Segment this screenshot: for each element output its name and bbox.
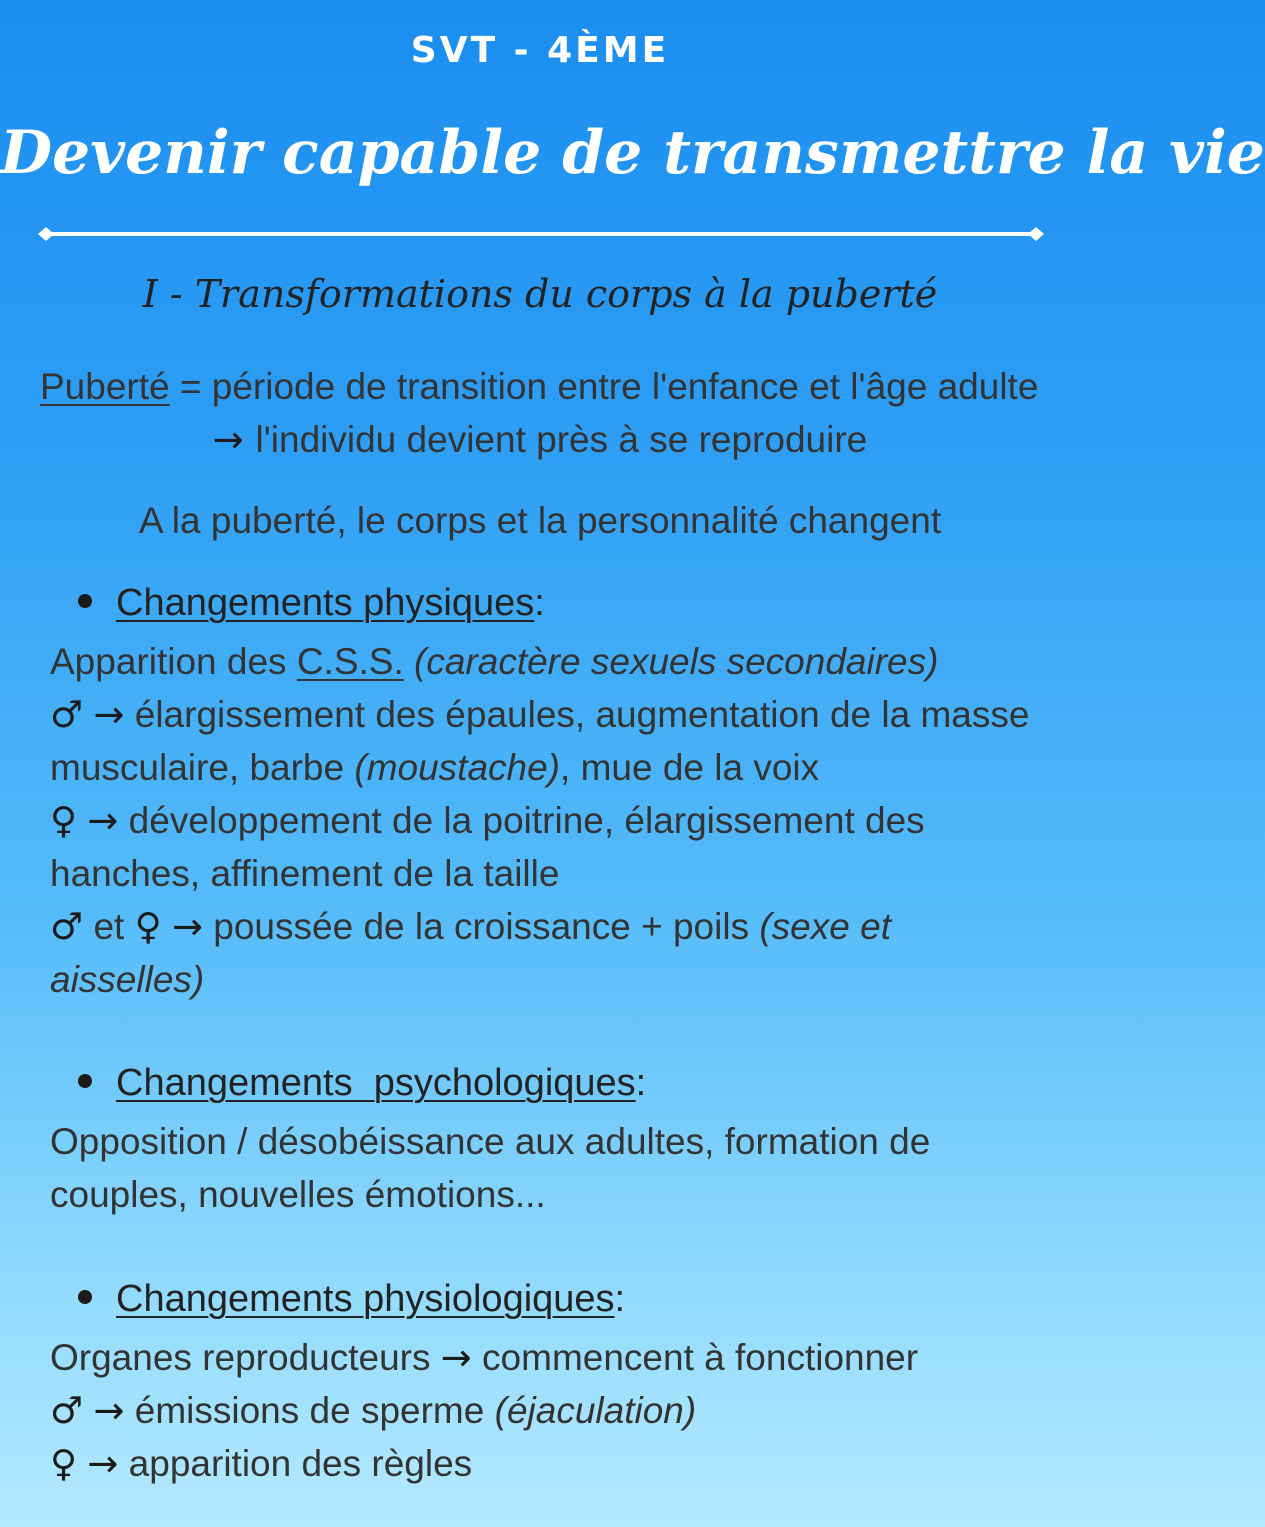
bullet-icon [78, 1074, 92, 1088]
female-physical-text: développement de la poitrine, élargissement des hanches, affinement de la taille [50, 800, 925, 894]
css-abbr: C.S.S. [296, 641, 404, 682]
arrow-icon: → [212, 418, 256, 461]
both-physical-text: poussée de la croissance + poils [203, 906, 760, 947]
heading-colon: : [534, 582, 545, 624]
female-icon: ♀ [50, 799, 78, 842]
female-physiological-text: apparition des règles [118, 1443, 473, 1484]
css-prefix: Apparition des [50, 641, 297, 682]
physical-heading [78, 582, 545, 625]
physical-heading-label: Changements physiques [116, 582, 535, 624]
bullet-icon [78, 1290, 92, 1304]
female-icon: ♀ [134, 905, 162, 948]
definition-consequence-line [0, 418, 1080, 461]
intro-text: A la puberté, le corps et la personnalité changent [138, 500, 942, 541]
definition-text: = période de transition entre l'enfance et l'âge adulte [169, 366, 1039, 407]
organs-line [50, 1331, 1050, 1384]
organs-text-end: commencent à fonctionner [471, 1337, 919, 1378]
psychological-heading-label: Changements psychologiques [116, 1062, 636, 1104]
arrow-icon: → [93, 693, 125, 736]
organs-text: Organes reproducteurs [50, 1337, 441, 1378]
both-et: et [83, 906, 135, 947]
arrow-icon: → [440, 1336, 472, 1379]
male-physical-text: élargissement des épaules, augmentation de la masse musculaire, barbe [50, 694, 1030, 788]
heading-colon: : [635, 1062, 647, 1104]
arrow-icon: → [87, 799, 119, 842]
subject-label: SVT - 4ÈME [410, 30, 670, 71]
definition-consequence: l'individu devient près à se reproduire [255, 419, 868, 460]
male-physical-text-end: , mue de la voix [560, 747, 820, 788]
male-icon: ♂ [50, 905, 84, 948]
both-physical-item [50, 900, 1050, 1006]
both-physical-note: (sexe et aisselles) [50, 906, 891, 1000]
physical-body [50, 635, 1050, 1006]
female-physical-item [50, 794, 1050, 900]
css-line [50, 635, 1050, 688]
bullet-icon [78, 594, 92, 608]
female-physiological-item [50, 1437, 1050, 1490]
male-physical-note: (moustache) [354, 747, 561, 788]
title-divider [36, 224, 1046, 244]
female-icon: ♀ [50, 1442, 78, 1485]
male-physiological-note: (éjaculation) [494, 1390, 697, 1431]
arrow-icon: → [171, 905, 203, 948]
physiological-heading [78, 1278, 625, 1321]
arrow-icon: → [93, 1389, 125, 1432]
heading-colon: : [614, 1278, 626, 1320]
definition-term: Puberté [40, 366, 170, 407]
physiological-body [50, 1331, 1050, 1490]
male-icon: ♂ [50, 1389, 84, 1432]
male-icon: ♂ [50, 693, 84, 736]
male-physiological-text: émissions de sperme [124, 1390, 495, 1431]
css-note: (caractère sexuels secondaires) [403, 641, 939, 682]
page-title: Devenir capable de transmettre la vie [0, 118, 1265, 188]
definition-line [40, 366, 1070, 408]
male-physiological-item [50, 1384, 1050, 1437]
psychological-heading [78, 1062, 646, 1105]
male-physical-item [50, 688, 1050, 794]
psychological-body: Opposition / désobéissance aux adultes, formation de couples, nouvelles émotions... [50, 1121, 931, 1215]
physiological-heading-label: Changements physiologiques [116, 1278, 615, 1320]
section-title: I - Transformations du corps à la puberté [142, 272, 938, 316]
arrow-icon: → [87, 1442, 119, 1485]
